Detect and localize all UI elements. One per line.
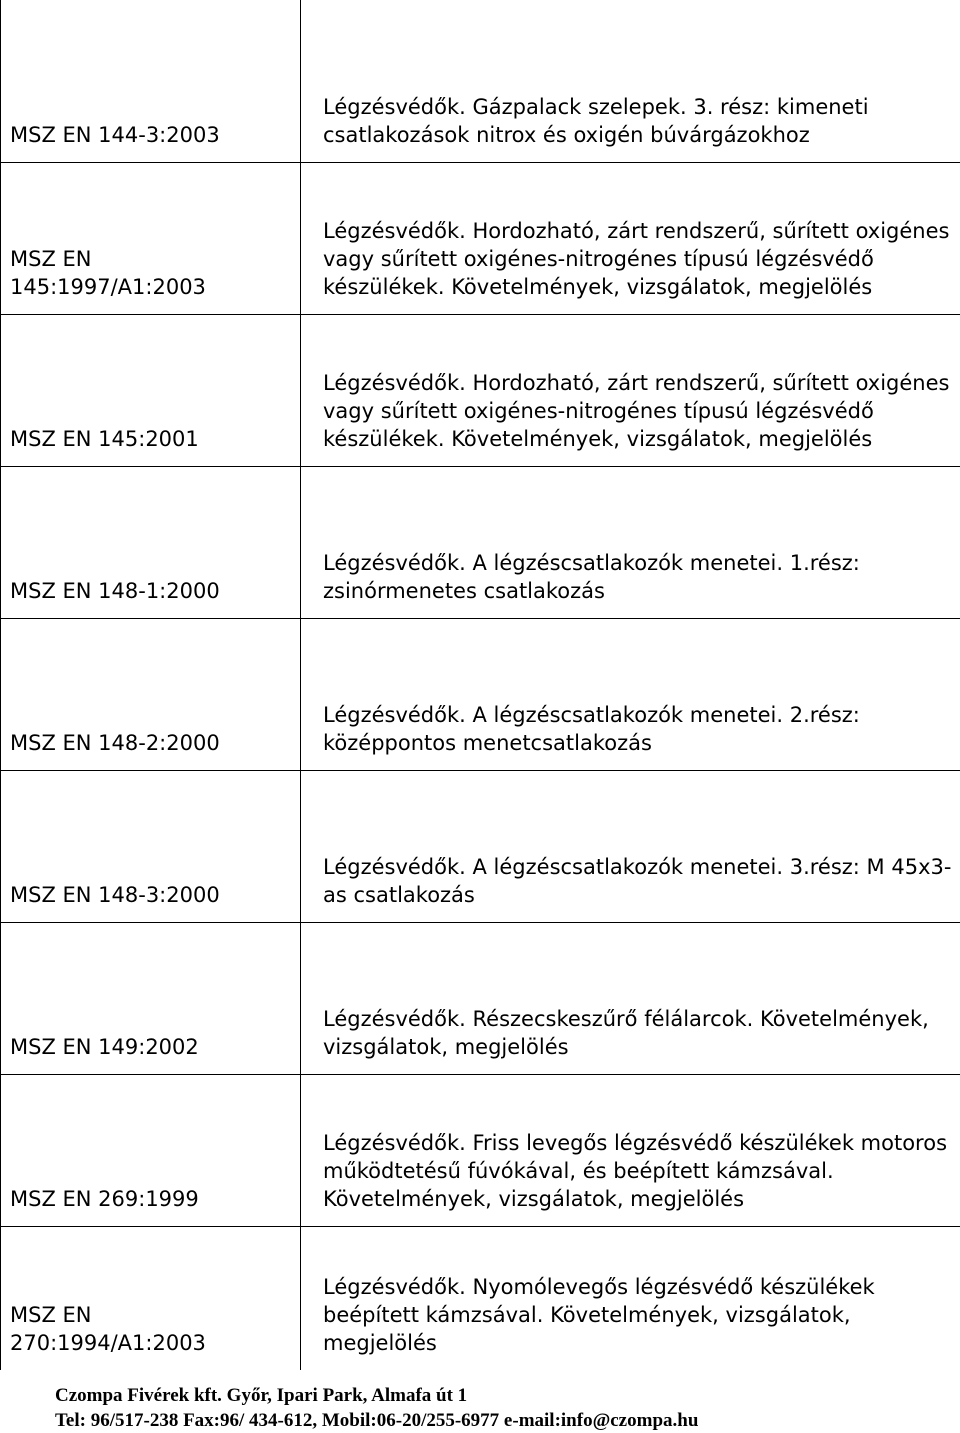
table-row [1,770,960,922]
standard-title: Légzésvédők. Hordozható, zárt rendszerű, sűrített oxigénes vagy sűrített oxigénes-nitrogénes típusú légzésvédő készülékek. Követelmények, vizsgálatok, megjelölés [301,314,960,466]
table-row [1,922,960,1074]
table-row [1,314,960,466]
company-contact: Tel: 96/517-238 Fax:96/ 434-612, Mobil:06-20/255-6977 e-mail:info@czompa.hu [55,1410,699,1431]
company-footer [55,1383,955,1433]
table-row [1,1226,960,1370]
standard-code: MSZ EN 269:1999 [1,1074,301,1226]
standard-title: Légzésvédők. A légzéscsatlakozók menetei. 2.rész: középpontos menetcsatlakozás [301,618,960,770]
standard-title: Légzésvédők. Friss levegős légzésvédő készülékek motoros működtetésű fúvókával, és beépített kámzsával. Követelmények, vizsgálatok, megjelölés [301,1074,960,1226]
standard-title: Légzésvédők. A légzéscsatlakozók menetei. 3.rész: M 45x3-as csatlakozás [301,770,960,922]
table-row [1,618,960,770]
standard-title: Légzésvédők. Hordozható, zárt rendszerű, sűrített oxigénes vagy sűrített oxigénes-nitrogénes típusú légzésvédő készülékek. Követelmények, vizsgálatok, megjelölés [301,162,960,314]
table-row [1,466,960,618]
standard-code: MSZ EN 270:1994/A1:2003 [1,1226,301,1370]
company-address: Czompa Fivérek kft. Győr, Ipari Park, Almafa út 1 [55,1385,468,1406]
standard-title: Légzésvédők. Nyomólevegős légzésvédő készülékek beépített kámzsával. Követelmények, vizsgálatok, megjelölés [301,1226,960,1370]
standard-code: MSZ EN 145:1997/A1:2003 [1,162,301,314]
table-row [1,162,960,314]
standard-code: MSZ EN 148-1:2000 [1,466,301,618]
standard-code: MSZ EN 148-3:2000 [1,770,301,922]
standard-title: Légzésvédők. A légzéscsatlakozók menetei. 1.rész: zsinórmenetes csatlakozás [301,466,960,618]
standard-code: MSZ EN 145:2001 [1,314,301,466]
standard-title: Légzésvédők. Részecskeszűrő félálarcok. Követelmények, vizsgálatok, megjelölés [301,922,960,1074]
standard-code: MSZ EN 149:2002 [1,922,301,1074]
table-row [1,1074,960,1226]
standard-title: Légzésvédők. Gázpalack szelepek. 3. rész: kimeneti csatlakozások nitrox és oxigén búvárgázokhoz [301,0,960,162]
standard-code: MSZ EN 144-3:2003 [1,0,301,162]
standard-code: MSZ EN 148-2:2000 [1,618,301,770]
table-row [1,0,960,162]
